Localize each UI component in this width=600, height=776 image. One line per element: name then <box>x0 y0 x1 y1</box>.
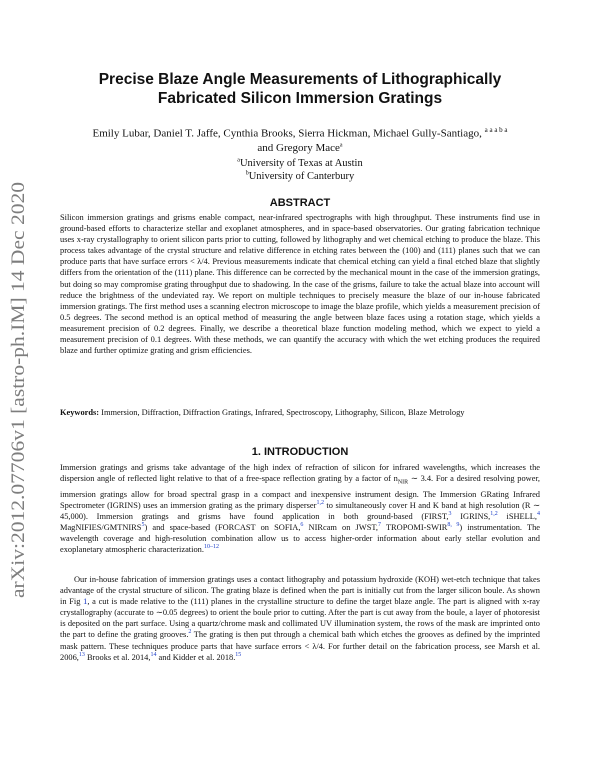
author-names-2: and Gregory Mace <box>257 141 340 154</box>
affil-mark-4: b <box>499 126 503 134</box>
citation[interactable]: 10–12 <box>203 544 219 551</box>
affil-mark-5: a <box>504 126 508 134</box>
citation[interactable]: 7 <box>377 522 381 529</box>
author-list <box>40 123 560 155</box>
citation[interactable]: 4 <box>536 511 540 518</box>
affiliation-a: $^a$University of Texas at Austin <box>237 157 363 169</box>
title-line-2: Fabricated Silicon Immersion Gratings <box>157 90 443 107</box>
paper-title <box>40 70 560 108</box>
abstract-heading: ABSTRACT <box>269 197 331 209</box>
author-names: Emily Lubar, Daniel T. Jaffe, Cynthia Brooks, Sierra Hickman, Michael Gully-Santiago, <box>92 127 482 140</box>
author-affiliation-marks <box>485 126 508 134</box>
affil-mark-6: a <box>339 142 343 148</box>
affiliations <box>40 158 560 183</box>
title-line-1: Precise Blaze Angle Measurements of Lithographically <box>98 71 502 88</box>
citation[interactable]: 14 <box>150 651 157 658</box>
keywords-text: Immersion, Diffraction, Diffraction Gratings, Infrared, Spectroscopy, Lithography, Silicon, Blaze Metrology <box>101 408 465 417</box>
affil-mark-1: a <box>484 126 488 134</box>
author-line-1 <box>40 123 560 141</box>
citation[interactable]: 3 <box>448 511 452 518</box>
citation[interactable]: 1,2 <box>316 500 324 507</box>
arxiv-identifier <box>6 180 30 600</box>
citation[interactable]: 6 <box>300 522 304 529</box>
keywords-label: Keywords: <box>60 408 100 417</box>
citation[interactable]: 1,2 <box>490 511 498 518</box>
affiliation-b: $^b$University of Canterbury <box>245 170 355 182</box>
introduction-heading: 1. INTRODUCTION <box>251 446 349 458</box>
keywords <box>60 407 540 418</box>
figure-link[interactable]: 1 <box>83 597 88 607</box>
intro-paragraph-2: Our in-house fabrication of immersion gratings uses a contact lithography and potassium hydroxide (KOH) wet-etch technique that takes advantage of the crystal structure of silicon. The grating blaze is defined when the part is initially cut from the larger silicon boule. As shown in Fig 1, a cut is made relative to the (111) planes in the crystalline structure to define the target blaze angle. The part is aligned with x-ray crystallography (accurate to ∼0.05 degrees) to orient the boule prior to cutting. After the part is cut away from the boule, a layer of photoresist is deposited on the part surface. Using a quartz/chrome mask and collimated UV illumination system, the rows of the mask are imprinted onto the part to define the grating grooves.$^2$ The grating is then put through a chemical bath which etches the grooves as defined by the imprinted mask pattern. These techniques produce parts that have surface errors < λ/4. For further detail on the fabrication process, see Marsh et al. 2006,13 Brooks et al. 2014,14 and Kidder et al. 2018.15 <box>60 575 540 662</box>
affil-mark-2: a <box>489 126 493 134</box>
citation[interactable]: 2 <box>188 629 192 636</box>
citation[interactable]: 13 <box>78 651 85 658</box>
abstract-text: Silicon immersion gratings and grisms enable compact, near-infrared spectrographs with high throughput. These instruments find use in ground-based efforts to characterize stellar and exoplanet atmospheres, and in space-based observatories. Our grating fabrication technique uses x-ray crystallography to orient silicon parts prior to cutting, followed by lithography and wet chemical etching to produce the blaze. This process takes advantage of the crystal structure and relative difference in etching rates between the (100) and (111) planes such that we can produce parts that have surface errors < λ/4. Previous measurements indicate that chemical etching can yield a final etched blaze that slightly differs from the orientation of the (111) plane. This difference can be corrected by the mechanical mount in the case of the immersion gratings, but doing so may compromise grating throughput due to shadowing. In the case of the grisms, failure to take the actual blaze into account will reduce the brightness of the undeviated ray. We report on multiple techniques to precisely measure the blaze of our in-house fabricated immersion gratings. The first method uses a scanning electron microscope to image the blaze profile, which yields a measurement precision of 0.5 degrees. The second method is an optical method of measuring the angle between blaze faces using a rotation stage, which yields a measurement precision of 0.2 degrees. Finally, we describe a theoretical blaze function modeling method, which we expect to yield a measurement precision of 0.1 degrees. With these methods, we can quantify the accuracy with which the wet etching produces the required blaze and further optimize grating and grism efficiencies. <box>60 213 540 356</box>
citation[interactable]: 5 <box>141 522 145 529</box>
intro-paragraph-1: Immersion gratings and grisms take advantage of the high index of refraction of silicon for infrared wavelengths, which increases the dispersion angle of reflected light relative to that of a free-space reflection grating by a factor of $n_{NIR}$ ∼ 3.4. For a desired resolving power, immersion gratings allow for broad spectral grasp in a compact and inexpensive instrument design. The Immersion GRating Infrared Spectrometer (IGRINS) uses an immersion grating as the primary disperser$^{1,2}$ to simultaneously cover H and K band at high resolution (R ∼ 45,000). Immersion gratings and grisms have found application in both ground-based (FIRST,$^3$ IGRINS,$^{1,2}$ iSHELL,$^4$ MagNIFIES/GMTNIRS$^5$) and space-based (FORCAST on SOFIA,$^6$ NIRcam on JWST,$^7$ TROPOMI-SWIR$^{8, 9}$) instrumentation. The wavelength coverage and high-resolution combination allow us to access higher-order information about early stellar evolution and exoplanetary atmospheric characterization.$^{10-12}$ <box>60 463 540 555</box>
citation[interactable]: 15 <box>235 651 242 658</box>
affil-mark-3: a <box>494 126 498 134</box>
arxiv-identifier-text: arXiv:2012.07706v1 [astro-ph.IM] 14 Dec 2020 <box>8 230 29 598</box>
author-line-2 <box>40 141 560 155</box>
citation[interactable]: 8, 9 <box>447 522 460 529</box>
